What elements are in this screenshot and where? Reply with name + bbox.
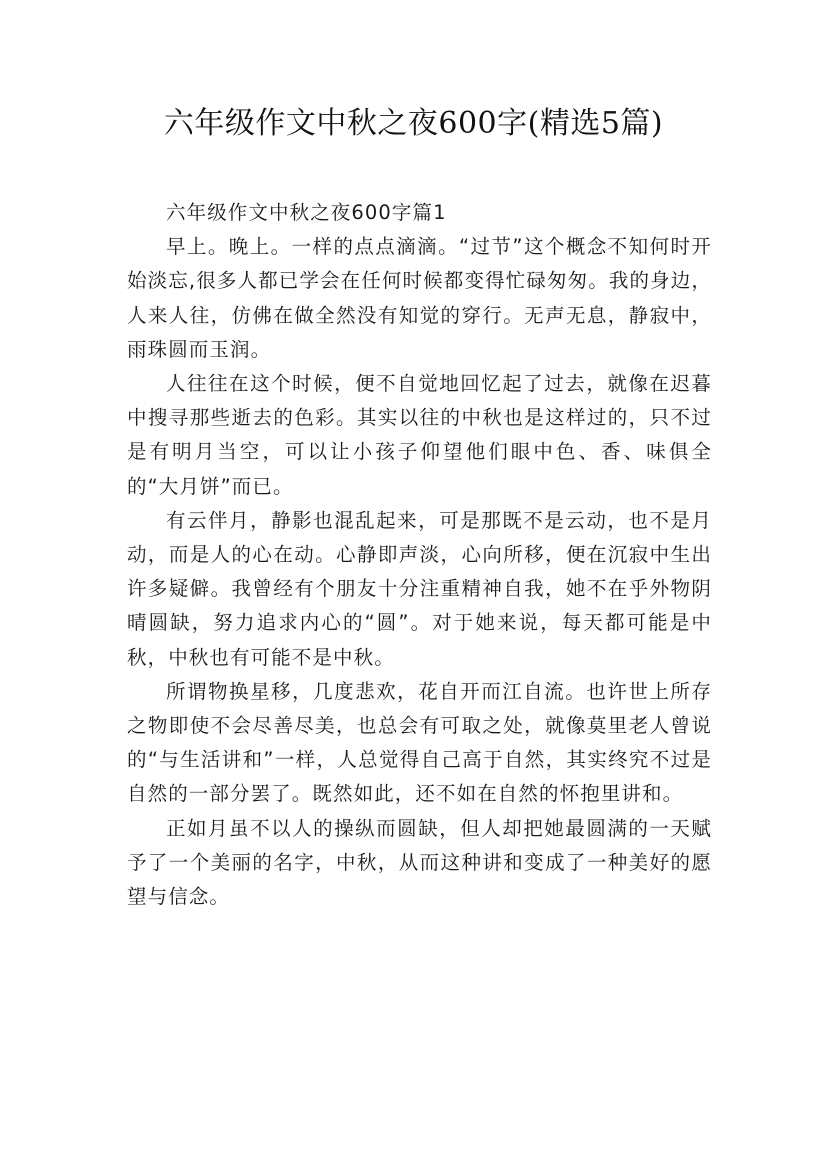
document-body	[127, 196, 712, 914]
document-title: 六年级作文中秋之夜600字(精选5篇)	[163, 106, 664, 141]
section-heading: 六年级作文中秋之夜600字篇1	[166, 201, 447, 224]
paragraph-4: 所谓物换星移，几度悲欢，花自开而江自流。也许世上所存之物即使不会尽善尽美，也总会有可取之处，就像莫里老人曾说的“与生活讲和”一样，人总觉得自己高于自然，其实终究不过是自然的一部分罢了。既然如此，还不如在自然的怀抱里讲和。	[127, 679, 712, 806]
paragraph-1: 早上。晚上。一样的点点滴滴。“过节”这个概念不知何时开始淡忘,很多人都已学会在任何时候都变得忙碌匆匆。我的身边，人来人往，仿佛在做全然没有知觉的穿行。无声无息，静寂中，雨珠圆而玉润。	[127, 235, 712, 361]
paragraph-2: 人往往在这个时候，便不自觉地回忆起了过去，就像在迟暮中搜寻那些逝去的色彩。其实以往的中秋也是这样过的，只不过是有明月当空，可以让小孩子仰望他们眼中色、香、味俱全的“大月饼”而已。	[127, 372, 712, 498]
paragraph-5: 正如月虽不以人的操纵而圆缺，但人却把她最圆满的一天赋予了一个美丽的名字，中秋，从而这种讲和变成了一种美好的愿望与信念。	[127, 816, 712, 909]
paragraph-3: 有云伴月，静影也混乱起来，可是那既不是云动，也不是月动，而是人的心在动。心静即声淡，心向所移，便在沉寂中生出许多疑僻。我曾经有个朋友十分注重精神自我，她不在乎外物阴晴圆缺，努力追求内心的“圆”。对于她来说，每天都可能是中秋，中秋也有可能不是中秋。	[127, 508, 712, 669]
